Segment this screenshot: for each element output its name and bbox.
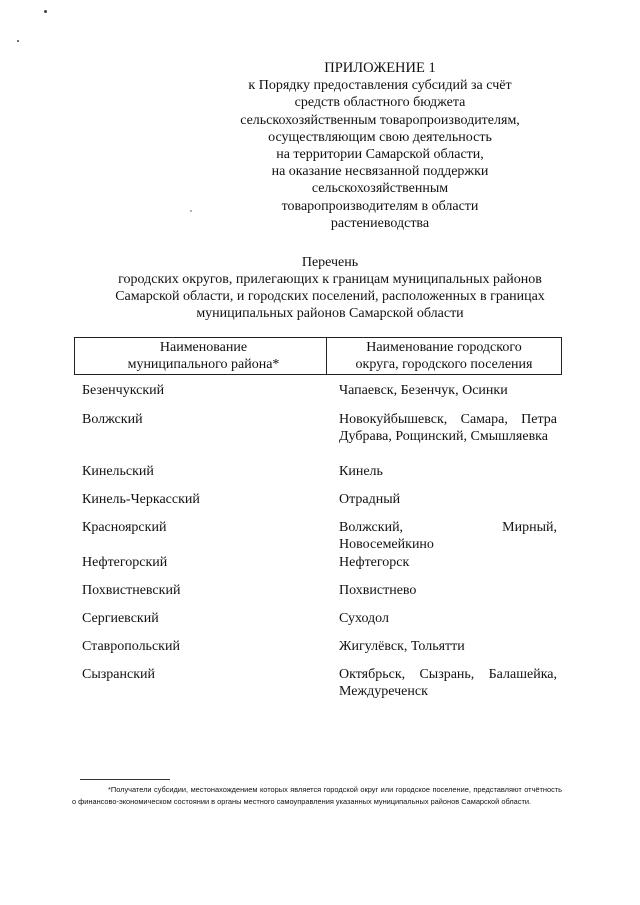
district-cell: Кинель-Черкасский	[82, 492, 200, 507]
district-cell: Сызранский	[82, 667, 155, 682]
settlement-cell: Похвистнево	[339, 583, 417, 598]
footnote-text: *Получатели субсидии, местонахождением которых является городской округ или городское поселение, представляют отчётность о финансово-экономическом состоянии в органы местного самоуправления указанных муниципальных районов Самарской области.	[72, 785, 562, 806]
district-cell: Волжский	[82, 412, 143, 427]
settlement-cell: Жигулёвск, Тольятти	[339, 639, 465, 654]
scan-speck	[44, 10, 47, 13]
appendix-line: сельскохозяйственным	[311, 181, 449, 197]
column-header-line: Наименование городского	[366, 340, 522, 355]
list-title-line: городских округов, прилегающих к границам муниципальных районов	[118, 272, 542, 287]
settlement-cell: Отрадный	[339, 492, 401, 507]
district-cell: Ставропольский	[82, 639, 180, 654]
appendix-line: к Порядку предоставления субсидий за счёт	[248, 78, 512, 94]
column-header-settlement	[327, 338, 561, 374]
appendix-title: ПРИЛОЖЕНИЕ 1	[324, 60, 436, 76]
settlement-cell: Кинель	[339, 464, 383, 479]
settlement-cell: Октябрьск, Сызрань, Балашейка, Междуреченск	[339, 667, 557, 699]
district-cell: Безенчукский	[82, 383, 165, 398]
district-cell: Красноярский	[82, 520, 167, 535]
scan-speck	[190, 210, 192, 212]
settlement-cell: Нефтегорск	[339, 555, 410, 570]
district-cell: Нефтегорский	[82, 555, 168, 570]
column-header-line: округа, городского поселения	[355, 357, 533, 372]
district-cell: Сергиевский	[82, 611, 159, 626]
appendix-line: на территории Самарской области,	[276, 147, 484, 163]
appendix-header	[230, 60, 530, 232]
table-header	[74, 337, 562, 375]
footnote	[72, 784, 562, 807]
list-title-line: Самарской области, и городских поселений, расположенных в границах	[115, 289, 545, 304]
footnote-divider	[80, 779, 170, 780]
list-title	[70, 254, 590, 322]
appendix-line: средств областного бюджета	[294, 95, 466, 111]
list-title-line: муниципальных районов Самарской области	[196, 306, 464, 321]
appendix-line: на оказание несвязанной поддержки	[271, 164, 489, 180]
column-header-line: муниципального района*	[127, 357, 280, 372]
appendix-line: сельскохозяйственным товаропроизводителям,	[240, 112, 520, 128]
column-header-district	[75, 338, 327, 374]
appendix-line: товаропроизводителям в области	[281, 198, 479, 214]
appendix-line: осуществляющим свою деятельность	[268, 129, 492, 145]
settlement-cell: Суходол	[339, 611, 389, 626]
district-cell: Похвистневский	[82, 583, 181, 598]
settlement-cell: Волжский, Мирный, Новосемейкино	[339, 520, 557, 552]
list-title-heading: Перечень	[301, 255, 359, 270]
appendix-line: растениеводства	[330, 215, 430, 231]
scan-speck	[17, 40, 19, 42]
settlement-cell: Новокуйбышевск, Самара, Петра Дубрава, Рощинский, Смышляевка	[339, 412, 557, 444]
settlements-table	[74, 337, 562, 699]
settlement-cell: Чапаевск, Безенчук, Осинки	[339, 383, 508, 398]
district-cell: Кинельский	[82, 464, 154, 479]
column-header-line: Наименование	[159, 340, 248, 355]
